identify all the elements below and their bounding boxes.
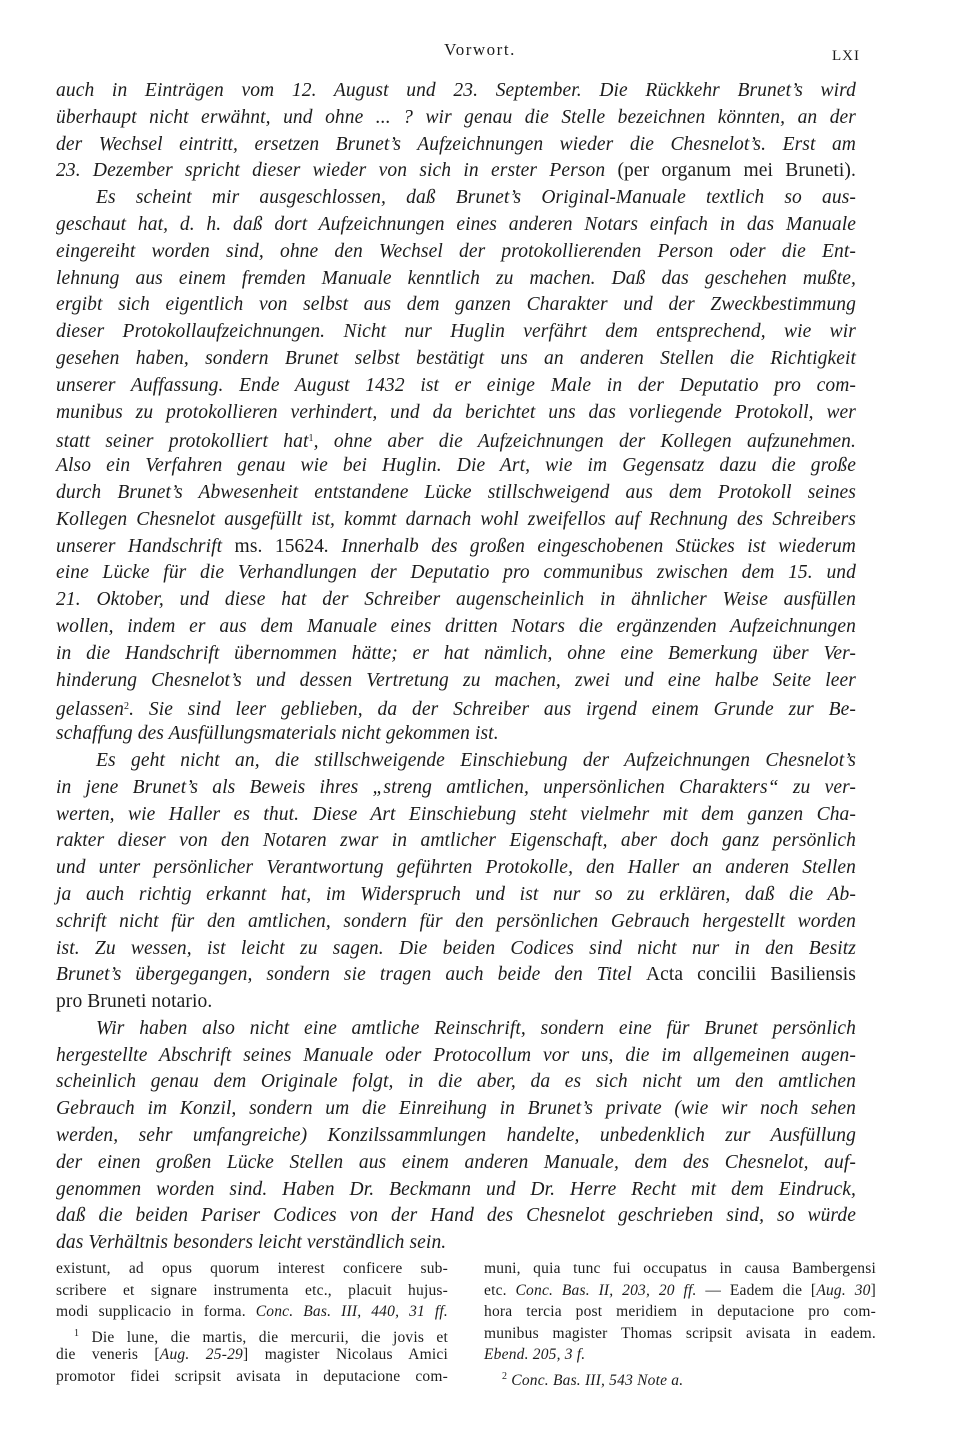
- text-line: daß die beiden Pariser Codices von der Hand des Chesnelot geschrieben sind, so würde: [56, 1205, 856, 1227]
- text-line: überhaupt nicht erwähnt, und ohne ... ? wir genau die Stelle bezeichnen könnten, an der: [56, 106, 856, 128]
- body-text: [56, 78, 856, 1257]
- text-segment: . Innerhalb des großen eingeschobenen Stückes ist wiederum: [324, 535, 856, 557]
- citation: Conc. Bas. II, 203, 20 ff.: [515, 1281, 697, 1299]
- text-line: [56, 962, 856, 989]
- text-line: ergibt sich eigentlich von selbst aus dem ganzen Charakter und der Zweckbestimmung: [56, 294, 856, 316]
- text-line: [56, 158, 856, 185]
- text-line: geschaut hat, d. h. daß dort Aufzeichnungen eines anderen Notars einfach in das Manuale: [56, 213, 856, 235]
- text-line: [56, 426, 856, 453]
- codex-title: Acta concilii Basiliensis: [645, 964, 856, 986]
- text-segment: Brunet’s übergegangen, sondern sie tragen auch beide den Titel: [56, 964, 646, 986]
- text-line: scheinlich genau dem Originale folgt, in die aber, da es sich nicht um den amtlichen: [56, 1071, 856, 1093]
- text-line: eingereiht worden sind, ohne den Wechsel der protokollierenden Person oder die Ent-: [56, 240, 856, 262]
- footnote-line: muni, quia tunc fui occupatus in causa Bambergensi: [484, 1260, 876, 1277]
- text-line: hergestellte Abschrift seines Manuale oder Protocollum vor uns, die im allgemeinen augen-: [56, 1044, 856, 1066]
- text-line: lehnung aus einem fremden Manuale kenntlich zu machen. Daß das geschehen mußte,: [56, 267, 856, 289]
- text-segment: etc.: [484, 1281, 516, 1299]
- footnote-line: hora tercia post meridiem in deputacione pro com-: [484, 1303, 876, 1320]
- text-line: auch in Einträgen vom 12. August und 23. September. Die Rückkehr Brunet’s wird: [56, 80, 856, 101]
- footnotes: [56, 1258, 876, 1387]
- text-segment: 23. Dezember spricht dieser wieder von sich in erster Person: [56, 160, 618, 182]
- footnote-line: [56, 1301, 448, 1323]
- text-line: in jene Brunet’s als Beweis ihres „streng amtlichen, unpersönlichen Charakters“ zu ver-: [56, 776, 856, 798]
- footnote-line: promotor fidei scripsit avisata in deputacione com-: [56, 1367, 448, 1385]
- text-line: werden, sehr umfangreiche) Konzilssammlungen handelte, unbedenklich zur Ausfüllung: [56, 1125, 856, 1147]
- text-line: [56, 534, 856, 561]
- footnote-line: scribere et signare instrumenta etc., placuit hujus-: [56, 1281, 448, 1299]
- text-line: unserer Auffassung. Ende August 1432 ist er einige Male in der Deputatio pro com-: [56, 374, 856, 396]
- footnote-column-left: [56, 1258, 448, 1387]
- footnote-line: munibus magister Thomas scripsit avisata in eadem.: [484, 1324, 876, 1342]
- footnote-line: [484, 1366, 876, 1388]
- text-segment: modi supplicacio in forma.: [56, 1303, 256, 1320]
- text-segment: ] magister Nicolaus Amici: [242, 1346, 448, 1363]
- manuscript-reference: ms. 15624: [234, 535, 325, 557]
- date-reference: Aug. 30: [816, 1281, 871, 1299]
- footnote-number: 1: [74, 1327, 80, 1339]
- text-line: gesehen haben, sondern Brunet selbst bestätigt uns an anderen Stellen die Richtigkeit: [56, 347, 856, 369]
- text-line: ja auch richtig erkannt hat, im Widerspruch und ist nur so zu erklären, daß die Ab-: [56, 883, 856, 905]
- text-line: genommen worden sind. Haben Dr. Beckmann und Dr. Herre Recht mit dem Eindruck,: [56, 1178, 856, 1200]
- text-segment: ]: [870, 1281, 876, 1299]
- text-segment: die veneris [: [56, 1346, 160, 1363]
- paragraph-first-line: Wir haben also nicht eine amtliche Reinschrift, sondern eine für Brunet persönlich: [96, 1017, 856, 1039]
- running-head: [0, 40, 960, 70]
- text-line: und unter persönlicher Verantwortung geführten Protokolle, den Haller an anderen Stellen: [56, 857, 856, 879]
- footnote-marker: 1: [308, 433, 314, 445]
- paragraph-last-line: schaffung des Ausfüllungsmaterials nicht gekommen ist.: [56, 723, 499, 745]
- footnote-column-right: [484, 1258, 876, 1387]
- text-line: munibus zu protokollieren verhindert, und da berichtet uns das vorliegende Protokoll, wer: [56, 401, 856, 423]
- paragraph-last-line: das Verhältnis besonders leicht verständlich sein.: [56, 1232, 447, 1254]
- text-line: durch Brunet’s Abwesenheit entstandene Lücke stillschweigend aus dem Protokoll seines: [56, 481, 856, 503]
- footnote-number: 2: [502, 1370, 508, 1382]
- text-segment: unserer Handschrift: [56, 535, 235, 557]
- text-line: Gebrauch im Konzil, sondern um die Einreihung in Brunet’s private (wie wir noch sehen: [56, 1098, 856, 1120]
- text-line: werten, wie Haller es thut. Diese Art Einschiebung steht vielmehr mit dem ganzen Cha-: [56, 803, 856, 825]
- text-line: der einen großen Lücke Stellen aus einem anderen Manuale, dem des Chesnelot, auf-: [56, 1151, 856, 1173]
- paragraph-last-line: pro Bruneti notario.: [56, 991, 213, 1013]
- footnote-marker: 2: [123, 701, 130, 713]
- text-line: Also ein Verfahren genau wie bei Huglin. Die Art, wie im Gegensatz dazu die große: [56, 455, 856, 477]
- running-title: Vorwort.: [444, 40, 516, 59]
- footnote-line: existunt, ad opus quorum interest conficere sub-: [56, 1260, 448, 1277]
- text-line: eine Lücke für die Verhandlungen der Deputatio pro communibus zwischen dem 15. und: [56, 562, 856, 584]
- citation: Ebend. 205, 3 f.: [484, 1346, 586, 1363]
- text-line: [56, 694, 856, 721]
- text-line: 21. Oktober, und diese hat der Schreiber augenscheinlich in ähnlicher Weise ausfüllen: [56, 589, 856, 611]
- latin-quote: (per organum mei Bruneti).: [617, 160, 856, 182]
- text-line: dieser Protokollaufzeichnungen. Nicht nur Huglin verfährt dem entsprechend, wie wir: [56, 321, 856, 343]
- text-line: in die Handschrift übernommen hätte; er hat nämlich, ohne eine Bemerkung über Ver-: [56, 642, 856, 664]
- text-line: der Wechsel eintritt, ersetzen Brunet’s Aufzeichnungen wieder die Chesnelot’s. Erst am: [56, 133, 856, 155]
- footnote-line: [484, 1344, 876, 1366]
- citation: Conc. Bas. III, 440, 31 ff.: [255, 1303, 448, 1320]
- citation: Conc. Bas. III, 543 Note a.: [507, 1371, 684, 1389]
- text-line: ist. Zu wessen, ist leicht zu sagen. Die beiden Codices sind nicht nur in den Besitz: [56, 937, 856, 959]
- text-line: Kollegen Chesnelot ausgefüllt ist, kommt darnach wohl zweifellos auf Rechnung des Schreibers: [56, 508, 856, 530]
- paragraph-first-line: Es geht nicht an, die stillschweigende Einschiebung der Aufzeichnungen Chesnelot’s: [96, 749, 856, 771]
- footnote-line: [56, 1323, 448, 1345]
- footnote-line: [56, 1344, 448, 1366]
- text-line: rakter dieser von den Notaren zwar in amtlicher Eigenschaft, aber doch ganz persönlich: [56, 830, 856, 852]
- text-segment: Die lune, die martis, die mercurii, die jovis et: [79, 1328, 448, 1346]
- text-segment: . Sie sind leer geblieben, da der Schreiber aus irgend einem Grunde zur Be-: [129, 699, 856, 721]
- footnote-line: [484, 1280, 876, 1302]
- text-line: schrift nicht für den amtlichen, sondern für den persönlichen Gebrauch hergestellt worden: [56, 910, 856, 932]
- text-line: hinderung Chesnelot’s und dessen Vertretung zu machen, zwei und eine halbe Seite leer: [56, 669, 856, 691]
- paragraph-first-line: Es scheint mir ausgeschlossen, daß Brunet’s Original-Manuale textlich so aus-: [96, 187, 856, 209]
- text-segment: gelassen: [56, 699, 124, 721]
- page-number: LXI: [832, 48, 860, 64]
- text-segment: — Eadem die [: [696, 1281, 817, 1299]
- date-reference: Aug. 25-29: [159, 1346, 243, 1363]
- text-segment: , ohne aber die Aufzeichnungen der Kollegen aufzunehmen.: [313, 431, 856, 453]
- text-line: wollen, indem er aus dem Manuale eines dritten Notars die ergänzenden Aufzeichnungen: [56, 615, 856, 637]
- text-segment: statt seiner protokolliert hat: [56, 431, 309, 453]
